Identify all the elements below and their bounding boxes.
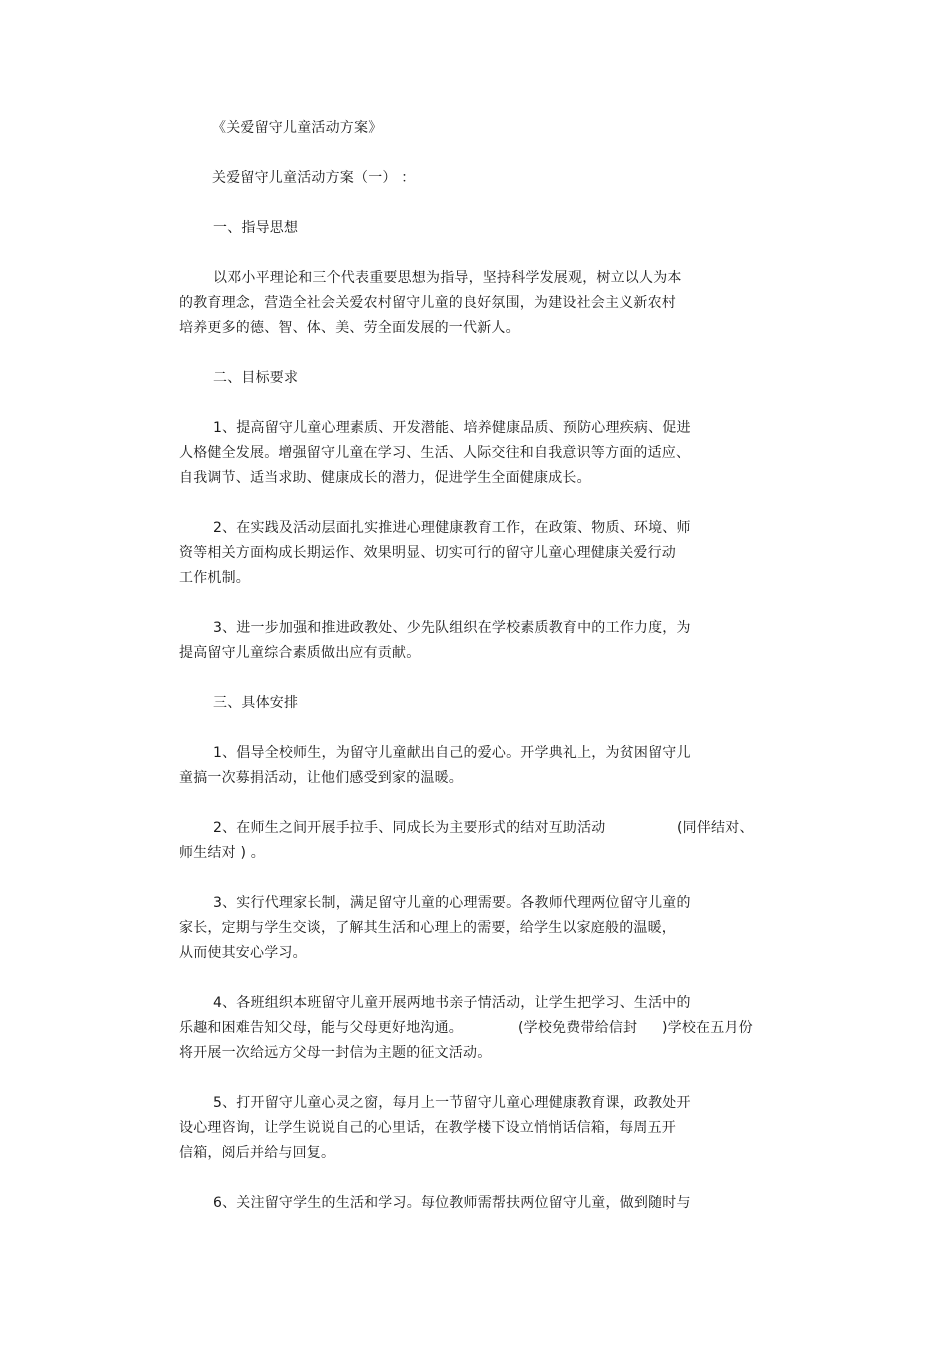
paragraph-line: 师生结对 ) 。 [179, 845, 265, 861]
paragraph-line: 人格健全发展。增强留守儿童在学习、生活、人际交往和自我意识等方面的适应、 [179, 445, 691, 461]
paragraph-line: 3、进一步加强和推进政教处、少先队组织在学校素质教育中的工作力度，为 [213, 620, 691, 636]
paragraph-line: 1、提高留守儿童心理素质、开发潜能、培养健康品质、预防心理疾病、促进 [213, 420, 691, 436]
paragraph-line: 自我调节、适当求助、健康成长的潜力，促进学生全面健康成长。 [179, 470, 591, 486]
section-heading-goals: 二、目标要求 [213, 370, 299, 386]
paragraph-line: 培养更多的德、智、体、美、劳全面发展的一代新人。 [179, 320, 520, 336]
paragraph-line: 乐趣和困难告知父母，能与父母更好地沟通。 [179, 1020, 463, 1036]
paragraph-line: 4、各班组织本班留守儿童开展两地书亲子情活动，让学生把学习、生活中的 [213, 995, 691, 1011]
paragraph-line: 以邓小平理论和三个代表重要思想为指导，坚持科学发展观，树立以人为本 [213, 270, 682, 286]
paragraph-line: 信箱，阅后并给与回复。 [179, 1145, 336, 1161]
section-heading-arrangements: 三、具体安排 [213, 695, 299, 711]
paragraph-line: 3、实行代理家长制，满足留守儿童的心理需要。各教师代理两位留守儿童的 [213, 895, 691, 911]
paragraph-line: 童搞一次募捐活动，让他们感受到家的温暖。 [179, 770, 463, 786]
paragraph-line: (学校免费带给信封 [518, 1020, 638, 1036]
paragraph-line: 资等相关方面构成长期运作、效果明显、切实可行的留守儿童心理健康关爱行动 [179, 545, 676, 561]
paragraph-line: 1、倡导全校师生，为留守儿童献出自己的爱心。开学典礼上，为贫困留守儿 [213, 745, 691, 761]
paragraph-line: 从而使其安心学习。 [179, 945, 307, 961]
paragraph-line: 2、在师生之间开展手拉手、同成长为主要形式的结对互助活动 [213, 820, 606, 836]
paragraph-line: )学校在五月份 [662, 1020, 753, 1036]
paragraph-line: 提高留守儿童综合素质做出应有贡献。 [179, 645, 421, 661]
paragraph-line: 设心理咨询，让学生说说自己的心里话，在教学楼下设立悄悄话信箱，每周五开 [179, 1120, 676, 1136]
paragraph-line: 6、关注留守学生的生活和学习。每位教师需帮扶两位留守儿童，做到随时与 [213, 1195, 691, 1211]
paragraph-line: 5、打开留守儿童心灵之窗，每月上一节留守儿童心理健康教育课，政教处开 [213, 1095, 691, 1111]
paragraph-line: 2、在实践及活动层面扎实推进心理健康教育工作，在政策、物质、环境、师 [213, 520, 691, 536]
section-heading-guiding-ideology: 一、指导思想 [213, 220, 299, 236]
paragraph-line: (同伴结对、 [677, 820, 754, 836]
paragraph-line: 家长，定期与学生交谈，了解其生活和心理上的需要，给学生以家庭般的温暖， [179, 920, 676, 936]
paragraph-line: 将开展一次给远方父母一封信为主题的征文活动。 [179, 1045, 492, 1061]
paragraph-line: 的教育理念，营造全社会关爱农村留守儿童的良好氛围，为建设社会主义新农村 [179, 295, 676, 311]
document-title: 《关爱留守儿童活动方案》 [212, 120, 383, 136]
document-subtitle: 关爱留守儿童活动方案（一） ： [212, 170, 416, 186]
paragraph-line: 工作机制。 [179, 570, 250, 586]
